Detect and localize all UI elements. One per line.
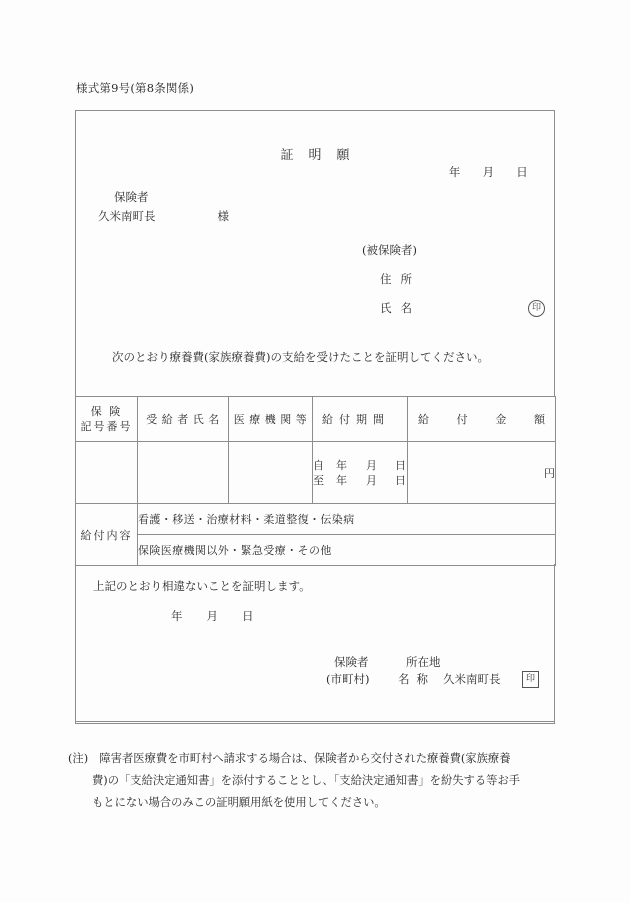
period-from-day: 日 — [395, 458, 406, 472]
signer-name-label: 名称 — [398, 672, 435, 686]
th-benefit-amount-c4: 額 — [533, 413, 545, 426]
request-statement: 次のとおり療養費(家族療養費)の支給を受けたことを証明してください。 — [112, 350, 489, 364]
addressee-block — [98, 188, 229, 226]
insured-name-label: 氏名 — [380, 301, 421, 315]
benefit-content-option-2[interactable]: 保険医療機関以外・緊急受療・その他 — [138, 535, 556, 566]
certification-date-day-label: 日 — [242, 609, 254, 623]
certification-date-year-label: 年 — [171, 609, 183, 623]
insured-heading: (被保険者) — [362, 243, 417, 257]
insured-address-label: 住所 — [380, 272, 421, 286]
table-header-row — [76, 397, 556, 442]
period-from-prefix: 自 — [313, 458, 324, 472]
period-from-line — [313, 458, 407, 473]
insured-person-block — [356, 236, 541, 323]
benefit-content-row-1 — [76, 504, 556, 535]
period-to-line — [313, 473, 407, 488]
certification-date-fields — [171, 608, 254, 624]
insured-name-row — [356, 294, 541, 323]
period-to-month: 月 — [366, 473, 377, 487]
addressee-honorific: 様 — [217, 209, 229, 223]
th-recipient-name — [138, 397, 229, 442]
insured-address-row — [356, 265, 541, 294]
th-medical-institution-label: 医療機関等 — [233, 413, 312, 426]
header-date-fields — [449, 164, 528, 180]
cell-recipient-name[interactable] — [138, 442, 229, 504]
seal-stamp-icon: 印 — [528, 300, 545, 317]
certification-block — [75, 564, 555, 724]
benefit-table — [75, 396, 556, 566]
cell-medical-institution[interactable] — [229, 442, 313, 504]
footnote-line-2: 費)の「支給決定通知書」を添付することとし、「支給決定通知書」を紛失する等お手 — [92, 774, 521, 787]
header-date-month-label: 月 — [482, 165, 495, 179]
certification-date-month-label: 月 — [206, 609, 218, 623]
th-insurance-number-line2: 記号番号 — [80, 420, 133, 433]
addressee-role-label: 保険者 — [114, 190, 149, 204]
header-date-day-label: 日 — [516, 165, 528, 179]
benefit-content-row-2 — [76, 535, 556, 566]
th-benefit-amount — [408, 397, 556, 442]
document-title-row — [76, 144, 554, 163]
signer-role-label: 保険者 — [334, 655, 369, 669]
th-benefit-amount-c3: 金 — [495, 413, 507, 426]
certification-statement: 上記のとおり相違ないことを証明します。 — [93, 579, 311, 593]
th-benefit-period-label: 給付期間 — [322, 413, 390, 426]
period-from-month: 月 — [366, 458, 377, 472]
document-title: 証明願 — [280, 148, 365, 163]
header-date-year-label: 年 — [448, 165, 461, 179]
period-to-day: 日 — [395, 473, 406, 487]
benefit-amount-unit: 円 — [544, 466, 555, 480]
period-to-year: 年 — [336, 473, 347, 487]
footnote-line-3: もとにない場合のみこの証明願用紙を使用してください。 — [92, 796, 386, 809]
benefit-content-option-1[interactable]: 看護・移送・治療材料・柔道整復・伝染病 — [138, 504, 556, 535]
footnote-line-1: (注) 障害者医療費を市町村へ請求する場合は、保険者から交付された療養費(家族療養 — [68, 752, 511, 765]
th-benefit-period — [313, 397, 408, 442]
th-medical-institution — [229, 397, 313, 442]
period-to-prefix: 至 — [313, 473, 324, 487]
addressee-name: 久米南町長 — [98, 209, 156, 223]
signer-address-label: 所在地 — [406, 655, 441, 669]
seal-box-icon: 印 — [522, 671, 539, 688]
th-insurance-number-line1: 保 険 — [90, 405, 123, 418]
form-code-label: 様式第9号(第8条関係) — [76, 81, 195, 95]
cell-insurance-number[interactable] — [76, 442, 138, 504]
addressee-name-row — [98, 207, 229, 226]
signer-block — [326, 654, 541, 688]
signer-address-row — [326, 654, 541, 671]
cell-benefit-amount[interactable] — [408, 442, 556, 504]
form-header-region — [76, 111, 554, 396]
th-recipient-name-label: 受給者氏名 — [146, 413, 224, 426]
benefit-content-label: 給付内容 — [76, 504, 138, 566]
signer-name-row — [326, 671, 541, 688]
form-outer-frame — [75, 110, 555, 722]
th-benefit-amount-c2: 付 — [456, 413, 468, 426]
th-benefit-amount-c1: 給 — [418, 413, 429, 426]
period-from-year: 年 — [336, 458, 347, 472]
th-insurance-number — [76, 397, 138, 442]
cell-benefit-period[interactable] — [313, 442, 408, 504]
signer-name-value: 久米南町長 — [443, 672, 501, 686]
signer-municipality-label: (市町村) — [326, 672, 370, 686]
table-data-row — [76, 442, 556, 504]
footnote-block — [68, 748, 568, 814]
